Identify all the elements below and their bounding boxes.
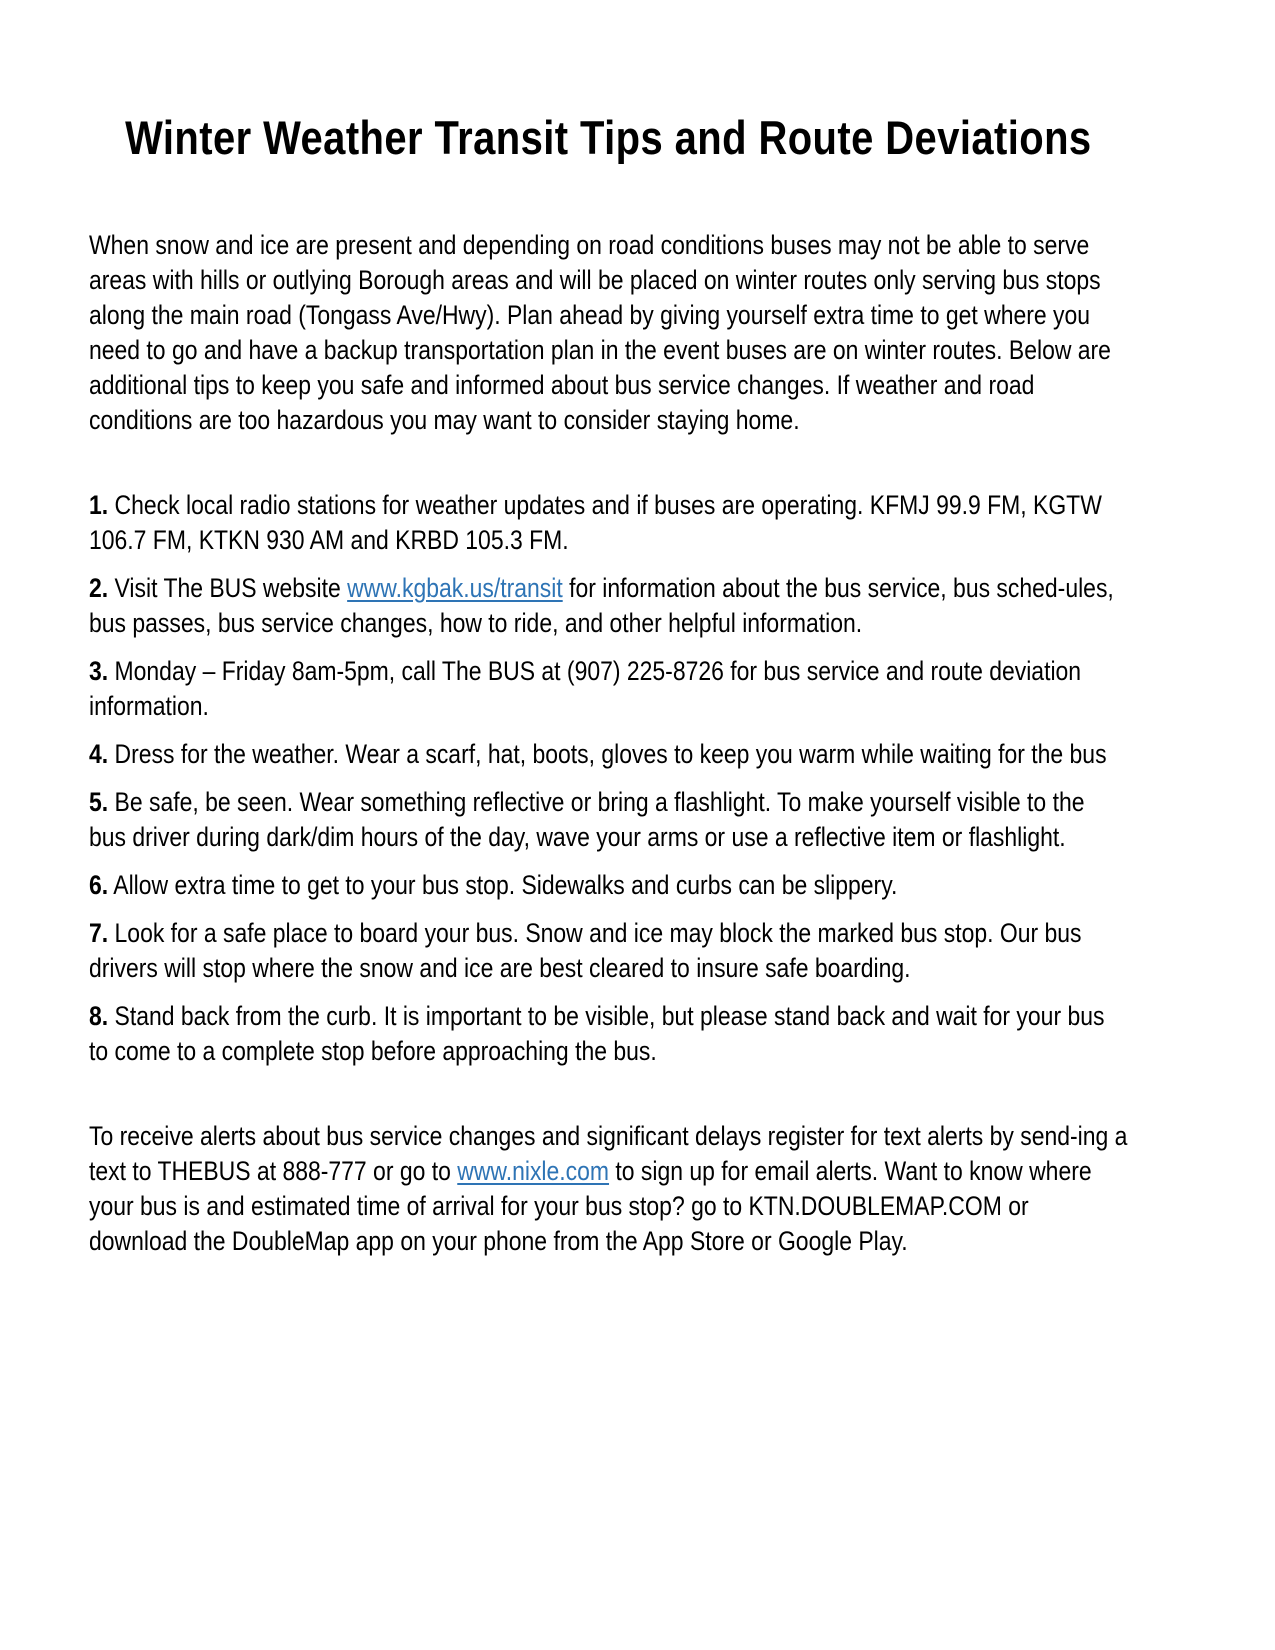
page-title: Winter Weather Transit Tips and Route Deviations — [125, 111, 1092, 164]
tip-text: Monday – Friday 8am-5pm, call The BUS at (907) 225-8726 for bus service and route deviation information. — [89, 656, 1082, 721]
tip-item-1 — [89, 488, 1128, 558]
tip-number: 5. — [89, 787, 109, 817]
tip-number: 8. — [89, 1001, 109, 1031]
alerts-paragraph — [89, 1119, 1128, 1259]
tip-item-5 — [89, 785, 1128, 855]
tip-text: Dress for the weather. Wear a scarf, hat, boots, gloves to keep you warm while waiting for the bus — [114, 739, 1107, 769]
tip-number: 1. — [89, 490, 109, 520]
tip-text-after-link: for information about the bus service, bus sched-ules, bus passes, bus service changes, how to ride, and other helpful information. — [89, 573, 1114, 638]
alerts-text-before-link: To receive alerts about bus service changes and significant delays register for text alerts by send-ing a text to THEBUS at 888-777 or go to — [89, 1121, 1128, 1186]
intro-paragraph: When snow and ice are present and depending on road conditions buses may not be able to serve areas with hills or outlying Borough areas and will be placed on winter routes only serving bus stops along the main road (Tongass Ave/Hwy). Plan ahead by giving yourself extra time to get where you need to go and have a backup transportation plan in the event buses are on winter routes. Below are additional tips to keep you safe and informed about bus service changes. If weather and road conditions are too hazardous you may want to consider staying home. — [89, 230, 1111, 435]
text-column — [89, 0, 1128, 1259]
tip-number: 6. — [89, 870, 109, 900]
tip-text: Allow extra time to get to your bus stop. Sidewalks and curbs can be slippery. — [113, 870, 898, 900]
tip-text: Check local radio stations for weather updates and if buses are operating. KFMJ 99.9 FM, KGTW 106.7 FM, KTKN 930 AM and KRBD 105.3 FM. — [89, 490, 1102, 555]
tip-number: 4. — [89, 739, 109, 769]
tip-text: Stand back from the curb. It is important to be visible, but please stand back and wait for your bus to come to a complete stop before approaching the bus. — [89, 1001, 1105, 1066]
tip-item-8 — [89, 999, 1128, 1069]
nixle-link[interactable]: www.nixle.com — [457, 1156, 610, 1186]
tip-number: 7. — [89, 918, 109, 948]
tip-item-3 — [89, 654, 1128, 724]
transit-website-link[interactable]: www.kgbak.us/transit — [347, 573, 563, 603]
tip-item-4 — [89, 737, 1128, 772]
tip-item-7 — [89, 916, 1128, 986]
tip-number: 3. — [89, 656, 109, 686]
tip-text-before-link: Visit The BUS website — [114, 573, 348, 603]
tip-number: 2. — [89, 573, 109, 603]
tip-item-2 — [89, 571, 1128, 641]
alerts-text-after-link: to sign up for email alerts. Want to know where your bus is and estimated time of arrival for your bus stop? go to KTN.DOUBLEMAP.COM or download the DoubleMap app on your phone from the App Store or Google Play. — [89, 1156, 1092, 1256]
tip-text: Be safe, be seen. Wear something reflective or bring a flashlight. To make yourself visible to the bus driver during dark/dim hours of the day, wave your arms or use a reflective item or flashlight. — [89, 787, 1085, 852]
tip-item-6 — [89, 868, 1128, 903]
tip-text: Look for a safe place to board your bus. Snow and ice may block the marked bus stop. Our bus drivers will stop where the snow and ice are best cleared to insure safe boarding. — [89, 918, 1082, 983]
